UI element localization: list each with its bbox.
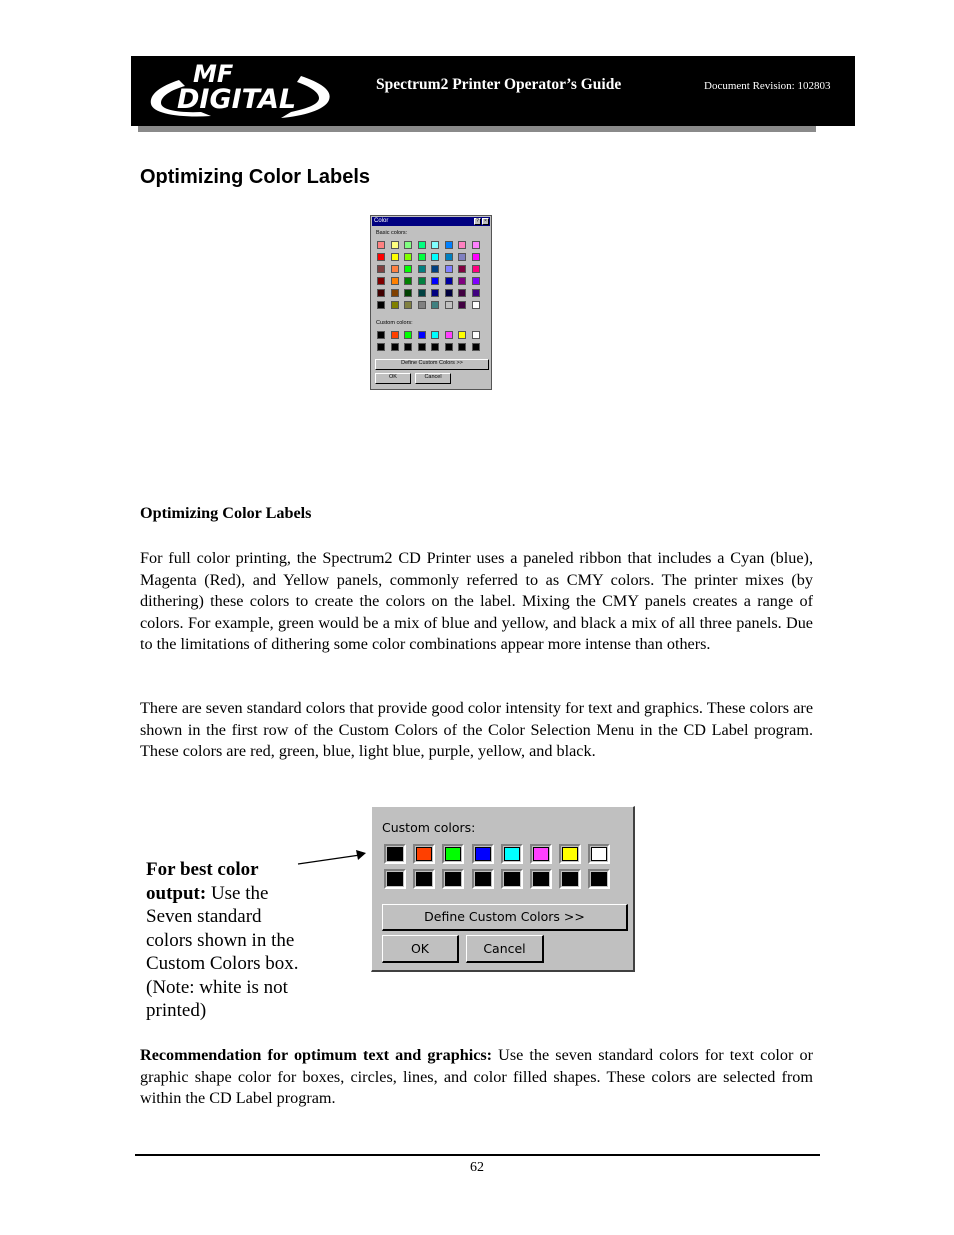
basic-color-swatch[interactable] [418, 241, 426, 249]
help-button[interactable]: ? [474, 218, 481, 225]
swatch-fill [475, 872, 491, 886]
custom-color-swatch[interactable] [472, 844, 494, 864]
header-bar [131, 56, 855, 126]
recommendation-bold: Recommendation for optimum text and graphics: [140, 1046, 493, 1064]
swatch-fill [387, 872, 403, 886]
custom-color-swatch[interactable] [413, 869, 435, 889]
basic-color-swatch[interactable] [391, 265, 399, 273]
custom-color-swatch[interactable] [559, 869, 581, 889]
define-custom-colors-button[interactable]: Define Custom Colors >> [375, 359, 489, 370]
basic-color-swatch[interactable] [377, 241, 385, 249]
cancel-button[interactable]: Cancel [415, 373, 451, 384]
basic-color-swatch[interactable] [391, 289, 399, 297]
swatch-fill [475, 847, 491, 861]
basic-color-swatch[interactable] [404, 241, 412, 249]
custom-color-swatch[interactable] [445, 343, 453, 351]
swatch-fill [445, 872, 461, 886]
document-revision: Document Revision: 102803 [704, 80, 831, 92]
swatch-fill [387, 847, 403, 861]
basic-color-swatch[interactable] [418, 265, 426, 273]
basic-color-swatch[interactable] [404, 265, 412, 273]
recommendation-text: Use the seven standard colors for text color or graphic shape color for boxes, circles, lines, and color filled shapes. These colors are selected from within the CD Label program. [140, 1046, 813, 1108]
custom-color-swatch[interactable] [472, 869, 494, 889]
custom-color-swatch[interactable] [391, 343, 399, 351]
basic-color-swatch[interactable] [391, 277, 399, 285]
basic-color-swatch[interactable] [377, 253, 385, 261]
basic-color-swatch[interactable] [418, 301, 426, 309]
guide-title: Spectrum2 Printer Operator’s Guide [376, 76, 622, 93]
recommendation-paragraph [140, 1045, 813, 1110]
custom-color-swatch[interactable] [413, 844, 435, 864]
custom-color-swatch[interactable] [445, 331, 453, 339]
basic-color-swatch[interactable] [431, 253, 439, 261]
basic-color-swatch[interactable] [472, 253, 480, 261]
callout-text: Use the Seven standard colors shown in the Custom Colors box. (Note: white is not printed) [146, 882, 299, 1021]
custom-colors-dialog [371, 806, 635, 972]
swatch-fill [533, 847, 549, 861]
custom-color-swatch[interactable] [559, 844, 581, 864]
custom-color-swatch[interactable] [501, 869, 523, 889]
custom-color-swatch[interactable] [384, 844, 406, 864]
basic-color-swatch[interactable] [431, 301, 439, 309]
page-number: 62 [470, 1160, 484, 1175]
basic-color-swatch[interactable] [458, 253, 466, 261]
body-heading: Optimizing Color Labels [140, 504, 312, 522]
custom-colors-label: Custom colors: [382, 820, 476, 835]
callout-bold: For best color output: [146, 859, 259, 904]
custom-color-swatch[interactable] [530, 869, 552, 889]
basic-color-swatch[interactable] [472, 301, 480, 309]
basic-color-swatch[interactable] [391, 301, 399, 309]
basic-color-swatch[interactable] [445, 265, 453, 273]
basic-color-swatch[interactable] [445, 241, 453, 249]
swatch-fill [562, 872, 578, 886]
basic-color-swatch[interactable] [445, 277, 453, 285]
basic-color-swatch[interactable] [458, 277, 466, 285]
basic-color-swatch[interactable] [431, 277, 439, 285]
basic-color-swatch[interactable] [404, 301, 412, 309]
swatch-fill [533, 872, 549, 886]
basic-color-swatch[interactable] [458, 289, 466, 297]
basic-color-swatch[interactable] [445, 301, 453, 309]
swatch-fill [504, 847, 520, 861]
custom-color-swatch[interactable] [458, 331, 466, 339]
basic-color-swatch[interactable] [431, 289, 439, 297]
custom-color-swatch[interactable] [418, 343, 426, 351]
basic-color-swatch[interactable] [472, 289, 480, 297]
paragraph-standard-colors: There are seven standard colors that provide good color intensity for text and graphics. These colors are shown in the first row of the Custom Colors of the Color Selection Menu in the CD Label program. These colors are red, green, blue, light blue, purple, yellow, and black. [140, 699, 813, 761]
logo-text-bottom: DIGITAL [177, 84, 297, 115]
custom-color-swatch[interactable] [431, 331, 439, 339]
custom-color-swatch[interactable] [442, 869, 464, 889]
swatch-fill [416, 872, 432, 886]
close-button[interactable]: × [482, 218, 489, 225]
basic-color-swatch[interactable] [431, 241, 439, 249]
color-dialog-titlebar [372, 217, 490, 226]
callout-note [146, 858, 306, 1023]
basic-color-swatch[interactable] [431, 265, 439, 273]
basic-color-swatch[interactable] [472, 265, 480, 273]
callout-arrow [294, 848, 374, 870]
cancel-button[interactable]: Cancel [466, 935, 544, 963]
custom-color-swatch[interactable] [472, 331, 480, 339]
custom-color-swatch[interactable] [501, 844, 523, 864]
basic-color-swatch[interactable] [472, 241, 480, 249]
custom-color-swatch[interactable] [588, 844, 610, 864]
basic-color-swatch[interactable] [377, 289, 385, 297]
custom-color-swatch[interactable] [530, 844, 552, 864]
swatch-fill [416, 847, 432, 861]
basic-color-swatch[interactable] [377, 301, 385, 309]
define-custom-colors-button[interactable]: Define Custom Colors >> [382, 904, 628, 931]
color-dialog-thumbnail [370, 215, 492, 390]
basic-color-swatch[interactable] [445, 289, 453, 297]
basic-color-swatch[interactable] [418, 277, 426, 285]
basic-color-swatch[interactable] [404, 277, 412, 285]
custom-color-swatch[interactable] [384, 869, 406, 889]
section-heading: Optimizing Color Labels [140, 166, 371, 188]
ok-button[interactable]: OK [375, 373, 411, 384]
swatch-fill [504, 872, 520, 886]
mf-digital-logo [141, 58, 336, 124]
paragraph-cmy: For full color printing, the Spectrum2 CD Printer uses a paneled ribbon that includes a Cyan (blue), Magenta (Red), and Yellow panels, commonly referred to as CMY colors. The printer mixes (by dithering) these colors to create the colors on the label. Mixing the CMY panels creates a range of colors. For example, green would be a mix of blue and yellow, and black a mix of all three panels. Due to the limitations of dithering some color combinations appear more intense than others. [140, 549, 813, 654]
custom-color-swatch[interactable] [377, 331, 385, 339]
logo-text-top: MF [193, 60, 234, 88]
basic-color-swatch[interactable] [377, 277, 385, 285]
footer-rule [135, 1154, 820, 1156]
basic-color-swatch[interactable] [418, 289, 426, 297]
custom-color-swatch[interactable] [442, 844, 464, 864]
basic-color-swatch[interactable] [472, 277, 480, 285]
swatch-fill [591, 872, 607, 886]
color-dialog-title: Color [374, 218, 389, 224]
basic-color-swatch[interactable] [418, 253, 426, 261]
basic-color-swatch[interactable] [445, 253, 453, 261]
custom-colors-label: Custom colors: [376, 320, 413, 326]
swatch-fill [445, 847, 461, 861]
custom-color-swatch[interactable] [472, 343, 480, 351]
custom-color-swatch[interactable] [588, 869, 610, 889]
custom-color-swatch[interactable] [377, 343, 385, 351]
custom-color-swatch[interactable] [431, 343, 439, 351]
basic-color-swatch[interactable] [404, 253, 412, 261]
custom-color-swatch[interactable] [404, 331, 412, 339]
basic-colors-label: Basic colors: [376, 230, 408, 236]
basic-color-swatch[interactable] [377, 265, 385, 273]
basic-color-swatch[interactable] [458, 301, 466, 309]
custom-color-swatch[interactable] [418, 331, 426, 339]
custom-color-swatch[interactable] [458, 343, 466, 351]
basic-color-swatch[interactable] [404, 289, 412, 297]
basic-color-swatch[interactable] [458, 241, 466, 249]
basic-color-swatch[interactable] [391, 241, 399, 249]
swatch-fill [562, 847, 578, 861]
basic-color-swatch[interactable] [458, 265, 466, 273]
basic-color-swatch[interactable] [391, 253, 399, 261]
swatch-fill [591, 847, 607, 861]
custom-color-swatch[interactable] [404, 343, 412, 351]
ok-button[interactable]: OK [382, 935, 459, 963]
custom-color-swatch[interactable] [391, 331, 399, 339]
